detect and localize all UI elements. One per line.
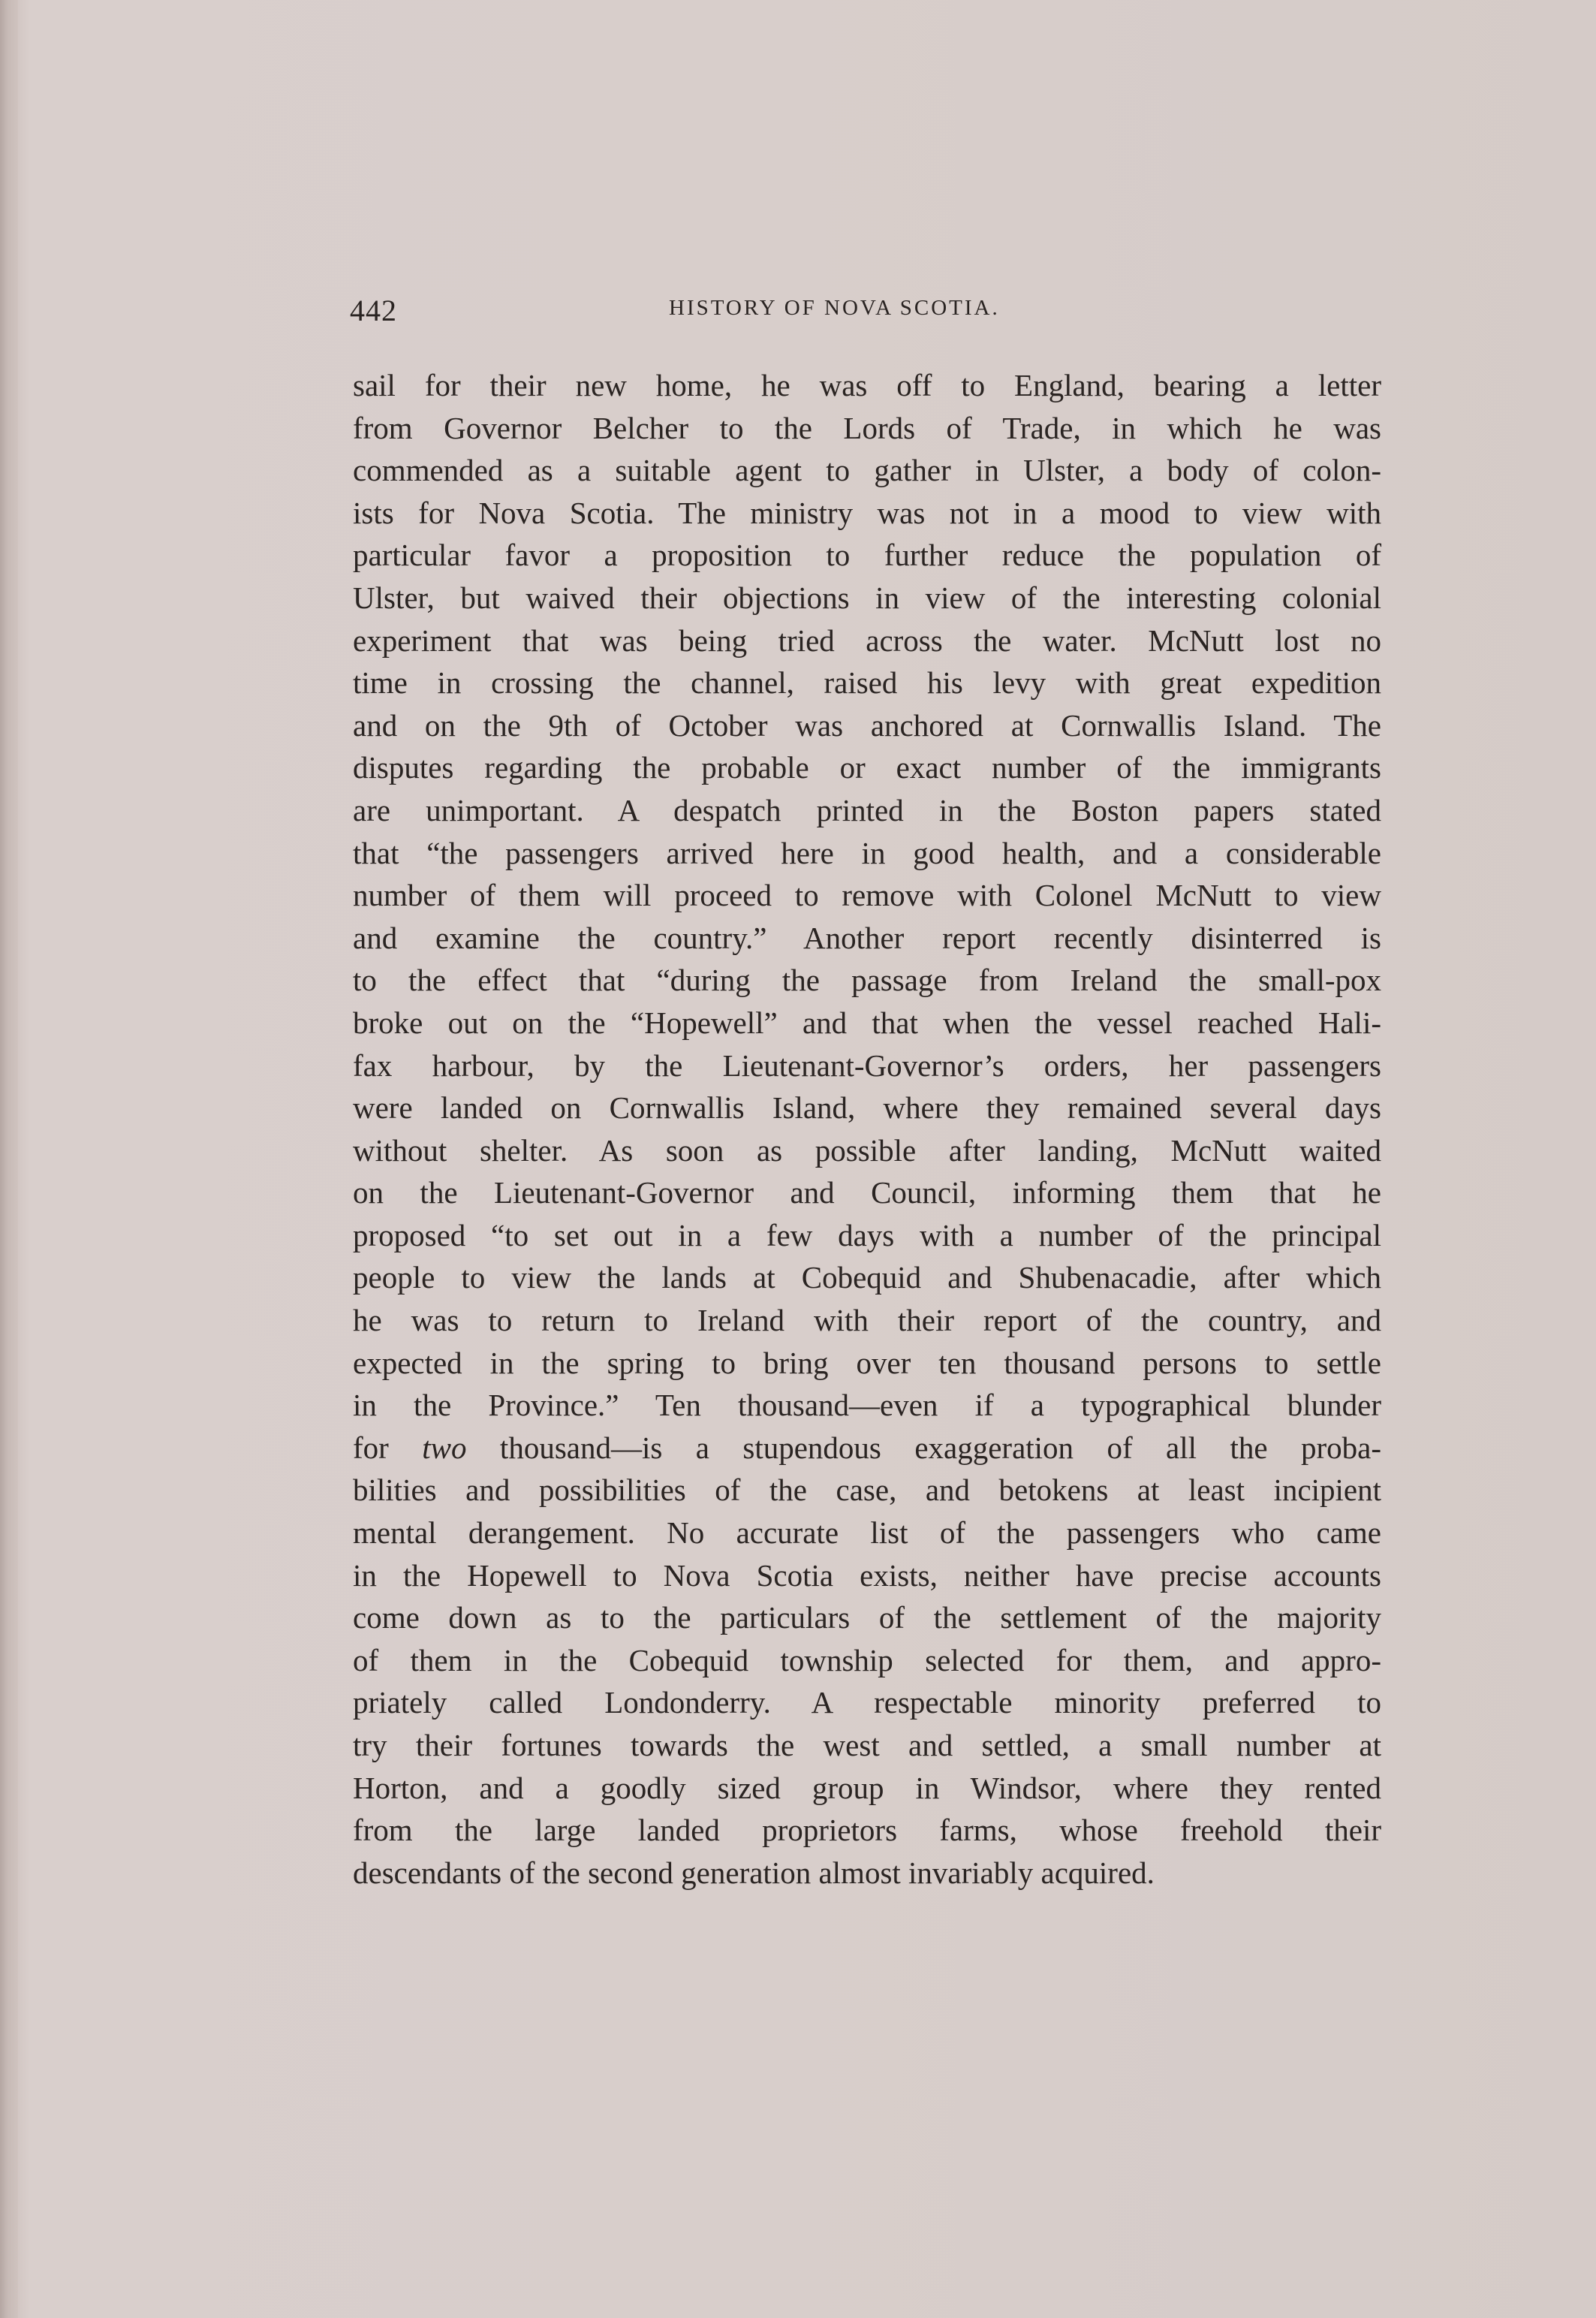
text-segment: thousand—is a stupendous exaggeration of all the proba- — [466, 1430, 1382, 1465]
text-line: fax harbour, by the Lieutenant-Governor’s orders, her passengers — [353, 1047, 1381, 1083]
text-line: ists for Nova Scotia. The ministry was not in a mood to view with — [353, 495, 1381, 530]
text-line: mental derangement. No accurate list of the passengers who came — [353, 1515, 1381, 1551]
text-line: on the Lieutenant-Governor and Council, informing them that he — [353, 1175, 1381, 1210]
italic-word: two — [422, 1430, 467, 1465]
page-number: 442 — [350, 294, 397, 327]
text-line: broke out on the “Hopewell” and that when the vessel reached Hali- — [353, 1005, 1381, 1040]
running-head — [350, 293, 1386, 330]
text-line: try their fortunes towards the west and settled, a small number at — [353, 1728, 1381, 1762]
text-line: and on the 9th of October was anchored at Cornwallis Island. The — [353, 707, 1381, 743]
text-line: from the large landed proprietors farms, whose freehold their — [353, 1813, 1381, 1848]
text-line: Horton, and a goodly sized group in Windsor, where they rented — [353, 1770, 1381, 1805]
text-line: come down as to the particulars of the settlement of the majority — [353, 1600, 1381, 1635]
text-line: he was to return to Ireland with their report of the country, and — [353, 1303, 1381, 1338]
text-line: from Governor Belcher to the Lords of Trade, in which he was — [353, 410, 1381, 445]
text-line: priately called Londonderry. A respectable minority preferred to — [353, 1685, 1381, 1720]
text-line: Ulster, but waived their objections in view of the interesting colonial — [353, 580, 1381, 615]
text-line: in the Province.” Ten thousand—even if a typographical blunder — [353, 1388, 1381, 1423]
text-line: of them in the Cobequid township selected for them, and appro- — [353, 1642, 1381, 1677]
text-line: sail for their new home, he was off to England, bearing a letter — [353, 368, 1381, 402]
text-line: particular favor a proposition to further reduce the population of — [353, 538, 1381, 573]
page-binding-edge — [0, 0, 18, 2318]
text-line: expected in the spring to bring over ten thousand persons to settle — [353, 1345, 1381, 1380]
text-line: descendants of the second generation almost invariably acquired. — [353, 1855, 1155, 1890]
running-title: HISTORY OF NOVA SCOTIA. — [669, 296, 1000, 320]
text-line: are unimportant. A despatch printed in the Boston papers stated — [353, 792, 1381, 827]
text-line: time in crossing the channel, raised his levy with great expedition — [353, 665, 1381, 701]
text-line: that “the passengers arrived here in good health, and a considerable — [353, 835, 1381, 870]
text-line: experiment that was being tried across the water. McNutt lost no — [353, 622, 1381, 658]
text-segment: for — [353, 1430, 423, 1465]
text-line: people to view the lands at Cobequid and Shubenacadie, after which — [353, 1260, 1381, 1295]
text-line: were landed on Cornwallis Island, where they remained several days — [353, 1090, 1381, 1126]
text-line: without shelter. As soon as possible after landing, McNutt waited — [353, 1132, 1381, 1168]
text-line: bilities and possibilities of the case, and betokens at least incipient — [353, 1472, 1381, 1508]
text-line: number of them will proceed to remove with Colonel McNutt to view — [353, 878, 1381, 913]
body-paragraph — [353, 364, 1381, 1894]
text-line: in the Hopewell to Nova Scotia exists, neither have precise accounts — [353, 1557, 1381, 1593]
text-line: disputes regarding the probable or exact number of the immigrants — [353, 750, 1381, 785]
text-line: and examine the country.” Another report recently disinterred is — [353, 920, 1381, 955]
text-line: to the effect that “during the passage from Ireland the small-pox — [353, 963, 1381, 998]
text-line: commended as a suitable agent to gather in Ulster, a body of colon- — [353, 453, 1381, 488]
text-line — [353, 1427, 1381, 1469]
text-line: proposed “to set out in a few days with a number of the principal — [353, 1217, 1381, 1252]
